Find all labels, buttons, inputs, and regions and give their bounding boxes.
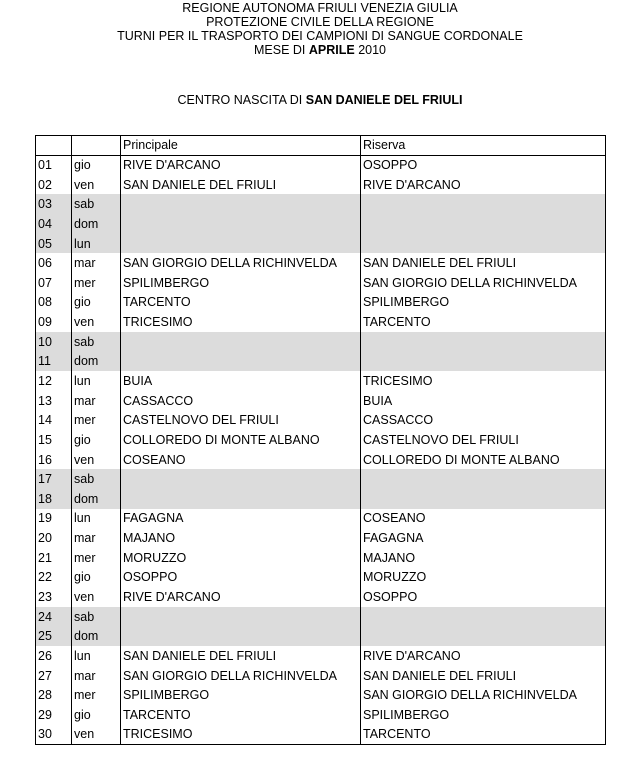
day-number: 04 (36, 214, 72, 234)
table-row (36, 666, 606, 686)
day-number: 07 (36, 273, 72, 293)
weekday: sab (72, 332, 121, 352)
table-row (36, 175, 606, 195)
weekday: sab (72, 469, 121, 489)
principale-cell: RIVE D'ARCANO (121, 587, 361, 607)
table-row (36, 253, 606, 273)
table-row (36, 627, 606, 647)
principale-cell (121, 627, 361, 647)
header-num (36, 136, 72, 156)
riserva-cell: COLLOREDO DI MONTE ALBANO (361, 450, 606, 470)
riserva-cell: MAJANO (361, 548, 606, 568)
table-row (36, 568, 606, 588)
document-header (0, 1, 640, 57)
principale-cell (121, 332, 361, 352)
day-number: 24 (36, 607, 72, 627)
day-number: 15 (36, 430, 72, 450)
riserva-cell: SAN GIORGIO DELLA RICHINVELDA (361, 685, 606, 705)
weekday: ven (72, 312, 121, 332)
day-number: 25 (36, 627, 72, 647)
table-row (36, 214, 606, 234)
riserva-cell: MORUZZO (361, 568, 606, 588)
weekday: gio (72, 293, 121, 313)
day-number: 06 (36, 253, 72, 273)
table-row (36, 646, 606, 666)
table-row (36, 371, 606, 391)
weekday: dom (72, 489, 121, 509)
riserva-cell: SPILIMBERGO (361, 705, 606, 725)
principale-cell (121, 234, 361, 254)
header-title: TURNI PER IL TRASPORTO DEI CAMPIONI DI SANGUE CORDONALE (117, 29, 523, 43)
riserva-cell (361, 214, 606, 234)
principale-cell: SPILIMBERGO (121, 685, 361, 705)
principale-cell (121, 352, 361, 372)
weekday: lun (72, 646, 121, 666)
table-row (36, 725, 606, 745)
riserva-cell: CASSACCO (361, 410, 606, 430)
principale-cell: MAJANO (121, 528, 361, 548)
principale-cell (121, 489, 361, 509)
header-month-year: 2010 (354, 43, 386, 57)
table-row (36, 450, 606, 470)
table-row (36, 352, 606, 372)
riserva-cell: OSOPPO (361, 155, 606, 175)
header-principale: Principale (121, 136, 361, 156)
day-number: 27 (36, 666, 72, 686)
riserva-cell: SAN GIORGIO DELLA RICHINVELDA (361, 273, 606, 293)
riserva-cell (361, 352, 606, 372)
day-number: 29 (36, 705, 72, 725)
day-number: 20 (36, 528, 72, 548)
weekday: mer (72, 273, 121, 293)
header-month-prefix: MESE DI (254, 43, 309, 57)
day-number: 03 (36, 194, 72, 214)
principale-cell: CASTELNOVO DEL FRIULI (121, 410, 361, 430)
centro-name: SAN DANIELE DEL FRIULI (305, 93, 463, 107)
riserva-cell: SAN DANIELE DEL FRIULI (361, 666, 606, 686)
table-header-row (36, 136, 606, 156)
principale-cell (121, 214, 361, 234)
principale-cell: TRICESIMO (121, 312, 361, 332)
weekday: mar (72, 528, 121, 548)
riserva-cell (361, 627, 606, 647)
riserva-cell: RIVE D'ARCANO (361, 175, 606, 195)
weekday: mer (72, 685, 121, 705)
weekday: gio (72, 568, 121, 588)
riserva-cell (361, 332, 606, 352)
table-row (36, 587, 606, 607)
weekday: ven (72, 725, 121, 745)
principale-cell: SAN GIORGIO DELLA RICHINVELDA (121, 253, 361, 273)
shift-table (35, 135, 606, 745)
riserva-cell: BUIA (361, 391, 606, 411)
principale-cell: TRICESIMO (121, 725, 361, 745)
centro-nascita-heading (0, 93, 640, 108)
day-number: 17 (36, 469, 72, 489)
day-number: 16 (36, 450, 72, 470)
principale-cell: SAN DANIELE DEL FRIULI (121, 646, 361, 666)
principale-cell: COLLOREDO DI MONTE ALBANO (121, 430, 361, 450)
riserva-cell: OSOPPO (361, 587, 606, 607)
riserva-cell (361, 234, 606, 254)
weekday: mar (72, 391, 121, 411)
riserva-cell: TRICESIMO (361, 371, 606, 391)
weekday: mar (72, 253, 121, 273)
table-row (36, 430, 606, 450)
day-number: 21 (36, 548, 72, 568)
table-row (36, 705, 606, 725)
weekday: ven (72, 587, 121, 607)
principale-cell: MORUZZO (121, 548, 361, 568)
riserva-cell (361, 469, 606, 489)
day-number: 10 (36, 332, 72, 352)
weekday: lun (72, 371, 121, 391)
weekday: gio (72, 430, 121, 450)
riserva-cell: CASTELNOVO DEL FRIULI (361, 430, 606, 450)
table-row (36, 548, 606, 568)
day-number: 26 (36, 646, 72, 666)
riserva-cell (361, 194, 606, 214)
table-row (36, 293, 606, 313)
weekday: mar (72, 666, 121, 686)
day-number: 14 (36, 410, 72, 430)
weekday: sab (72, 194, 121, 214)
principale-cell: FAGAGNA (121, 509, 361, 529)
day-number: 23 (36, 587, 72, 607)
header-month (0, 43, 640, 57)
header-riserva: Riserva (361, 136, 606, 156)
riserva-cell (361, 489, 606, 509)
weekday: ven (72, 175, 121, 195)
principale-cell: RIVE D'ARCANO (121, 155, 361, 175)
table-row (36, 489, 606, 509)
table-row (36, 312, 606, 332)
table-row (36, 332, 606, 352)
table-row (36, 469, 606, 489)
riserva-cell: FAGAGNA (361, 528, 606, 548)
weekday: gio (72, 705, 121, 725)
weekday: dom (72, 214, 121, 234)
day-number: 05 (36, 234, 72, 254)
principale-cell: TARCENTO (121, 293, 361, 313)
day-number: 11 (36, 352, 72, 372)
principale-cell (121, 194, 361, 214)
day-number: 02 (36, 175, 72, 195)
table-row (36, 194, 606, 214)
weekday: lun (72, 234, 121, 254)
principale-cell: COSEANO (121, 450, 361, 470)
weekday: ven (72, 450, 121, 470)
table-row (36, 607, 606, 627)
day-number: 08 (36, 293, 72, 313)
day-number: 19 (36, 509, 72, 529)
day-number: 30 (36, 725, 72, 745)
riserva-cell (361, 607, 606, 627)
riserva-cell: TARCENTO (361, 725, 606, 745)
table-body (36, 155, 606, 744)
principale-cell (121, 469, 361, 489)
principale-cell: TARCENTO (121, 705, 361, 725)
centro-prefix: CENTRO NASCITA DI (177, 93, 306, 107)
day-number: 01 (36, 155, 72, 175)
weekday: dom (72, 627, 121, 647)
riserva-cell: SAN DANIELE DEL FRIULI (361, 253, 606, 273)
day-number: 22 (36, 568, 72, 588)
table-row (36, 234, 606, 254)
principale-cell: SPILIMBERGO (121, 273, 361, 293)
weekday: sab (72, 607, 121, 627)
table-row (36, 273, 606, 293)
principale-cell: SAN DANIELE DEL FRIULI (121, 175, 361, 195)
riserva-cell: SPILIMBERGO (361, 293, 606, 313)
principale-cell: SAN GIORGIO DELLA RICHINVELDA (121, 666, 361, 686)
header-region: REGIONE AUTONOMA FRIULI VENEZIA GIULIA (182, 1, 458, 15)
header-day (72, 136, 121, 156)
day-number: 12 (36, 371, 72, 391)
principale-cell: OSOPPO (121, 568, 361, 588)
day-number: 09 (36, 312, 72, 332)
weekday: lun (72, 509, 121, 529)
weekday: mer (72, 410, 121, 430)
weekday: gio (72, 155, 121, 175)
header-department: PROTEZIONE CIVILE DELLA REGIONE (206, 15, 434, 29)
riserva-cell: RIVE D'ARCANO (361, 646, 606, 666)
day-number: 13 (36, 391, 72, 411)
principale-cell (121, 607, 361, 627)
principale-cell: BUIA (121, 371, 361, 391)
table-row (36, 685, 606, 705)
table-row (36, 391, 606, 411)
riserva-cell: TARCENTO (361, 312, 606, 332)
table-row (36, 410, 606, 430)
day-number: 28 (36, 685, 72, 705)
riserva-cell: COSEANO (361, 509, 606, 529)
weekday: dom (72, 352, 121, 372)
header-month-name: APRILE (308, 43, 355, 57)
table-row (36, 155, 606, 175)
principale-cell: CASSACCO (121, 391, 361, 411)
day-number: 18 (36, 489, 72, 509)
table-row (36, 528, 606, 548)
weekday: mer (72, 548, 121, 568)
table-row (36, 509, 606, 529)
